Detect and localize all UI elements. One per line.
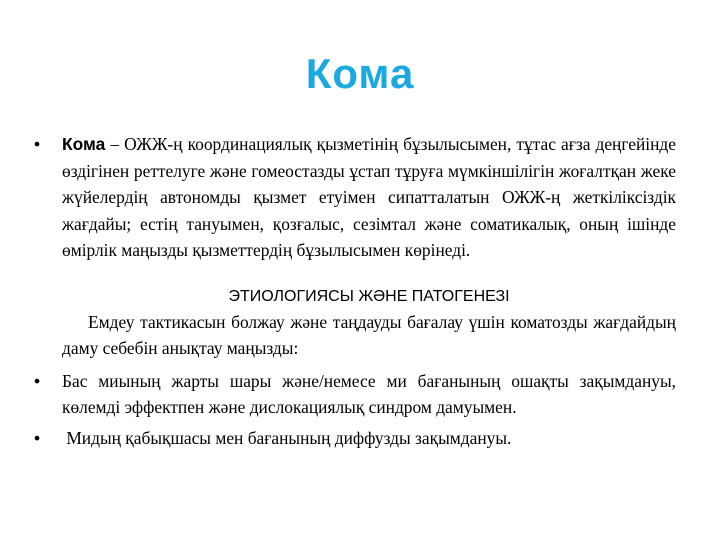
definition-term: Кома xyxy=(62,134,106,154)
slide-content xyxy=(34,131,676,451)
bullet-text: Бас миының жарты шары және/немесе ми бағанының ошақты зақымдануы, көлемді эффектпен және дислокациялық синдром дамуымен. xyxy=(62,370,676,417)
bullet-icon: • xyxy=(34,370,41,391)
section-paragraph: Емдеу тактикасын болжау және таңдауды бағалау үшін коматозды жағдайдың даму себебін анықтау маңызды: xyxy=(62,311,676,358)
bullet-text: Мидың қабықшасы мен бағанының диффузды зақымдануы. xyxy=(62,427,512,448)
bullet-focal-damage xyxy=(34,368,676,421)
bullet-definition xyxy=(34,131,676,264)
definition-text: – ОЖЖ-ң координациялық қызметінің бұзылысымен, тұтас ағза деңгейінде өздігінен реттелуге және гомеостазды ұстап тұруға мүмкіншілігін жоғалтқан жеке жүйелердің автономды қызмет етуімен сипатталатын ОЖЖ-ң жеткіліксіздік жағдайы; естің тануымен, қозғалыс, сезімтал және соматикалық, оның ішінде өмірлік маңызды қызметтердің бұзылысымен көрінеді. xyxy=(62,134,676,260)
bullet-diffuse-damage xyxy=(34,425,676,452)
bullet-icon: • xyxy=(34,134,41,154)
slide-title: Кома xyxy=(305,50,415,97)
bullet-icon: • xyxy=(34,427,41,448)
section-heading: ЭТИОЛОГИЯСЫ ЖӘНЕ ПАТОГЕНЕЗІ xyxy=(228,287,510,305)
